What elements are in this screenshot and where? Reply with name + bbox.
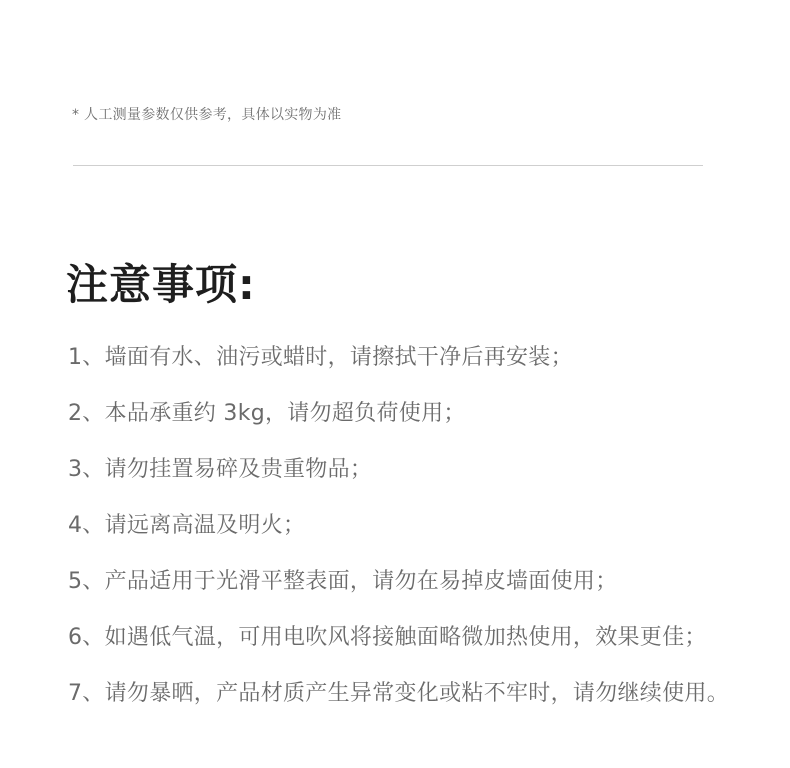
note-item-1: 1、墙面有水、油污或蜡时，请擦拭干净后再安装； — [68, 345, 573, 370]
note-item-4: 4、请远离高温及明火； — [68, 513, 306, 538]
notes-title: 注意事项: — [66, 260, 256, 309]
note-item-7: 7、请勿暴晒，产品材质产生异常变化或粘不牢时，请勿继续使用。 — [68, 681, 729, 706]
note-item-3: 3、请勿挂置易碎及贵重物品； — [68, 457, 373, 482]
measurement-disclaimer: * 人工测量参数仅供参考，具体以实物为准 — [72, 107, 342, 123]
note-item-6: 6、如遇低气温，可用电吹风将接触面略微加热使用，效果更佳； — [68, 625, 707, 650]
notes-list — [68, 330, 729, 722]
section-divider — [73, 165, 703, 166]
note-item-2: 2、本品承重约 3kg，请勿超负荷使用； — [68, 401, 466, 426]
note-item-5: 5、产品适用于光滑平整表面，请勿在易掉皮墙面使用； — [68, 569, 618, 594]
